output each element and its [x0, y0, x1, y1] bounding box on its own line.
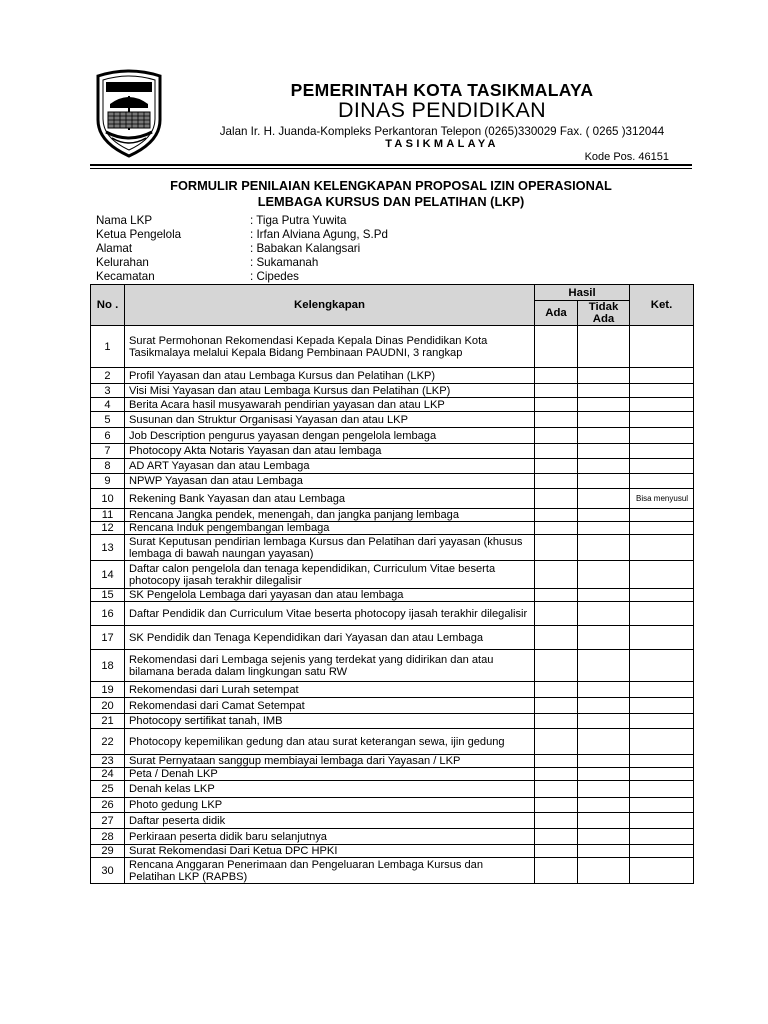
table-row	[91, 589, 694, 602]
check-cell-ada	[535, 368, 578, 384]
requirement-text: Photocopy sertifikat tanah, IMB	[125, 714, 535, 729]
form-title-line-2: LEMBAGA KURSUS DAN PELATIHAN (LKP)	[257, 194, 525, 209]
check-cell-ada	[535, 326, 578, 368]
form-title	[90, 178, 692, 210]
table-row	[91, 368, 694, 384]
info-label: Ketua Pengelola	[96, 228, 182, 241]
check-cell-ada	[535, 509, 578, 522]
check-cell-tidak-ada	[578, 755, 630, 768]
table-row	[91, 829, 694, 845]
check-cell-tidak-ada	[578, 813, 630, 829]
requirement-text: SK Pengelola Lembaga dari yayasan dan atau lembaga	[125, 589, 535, 602]
table-row	[91, 384, 694, 398]
check-cell-ada	[535, 522, 578, 535]
note-cell	[630, 714, 694, 729]
table-row	[91, 509, 694, 522]
info-value: : Babakan Kalangsari	[250, 242, 361, 255]
note-cell	[630, 813, 694, 829]
row-number: 29	[91, 845, 125, 858]
check-cell-ada	[535, 858, 578, 884]
check-cell-ada	[535, 714, 578, 729]
government-name: PEMERINTAH KOTA TASIKMALAYA	[290, 80, 594, 100]
row-number: 10	[91, 489, 125, 509]
note-cell	[630, 698, 694, 714]
requirement-text: Surat Keputusan pendirian lembaga Kursus dan Pelatihan dari yayasan (khusus lembaga di bawah naungan yayasan)	[125, 535, 535, 561]
note-cell	[630, 589, 694, 602]
note-cell	[630, 398, 694, 412]
note-cell	[630, 459, 694, 474]
note-cell	[630, 561, 694, 589]
info-value: : Irfan Alviana Agung, S.Pd	[250, 228, 388, 241]
requirement-text: Surat Permohonan Rekomendasi Kepada Kepala Dinas Pendidikan Kota Tasikmalaya melalui Kepala Bidang Pembinaan PAUDNI, 3 rangkap	[125, 326, 535, 368]
row-number: 3	[91, 384, 125, 398]
table-row	[91, 459, 694, 474]
check-cell-ada	[535, 474, 578, 489]
table-row	[91, 858, 694, 884]
note-cell	[630, 781, 694, 798]
city-coat-of-arms-logo	[92, 68, 166, 158]
check-cell-ada	[535, 781, 578, 798]
table-row	[91, 813, 694, 829]
requirement-text: Rencana Anggaran Penerimaan dan Pengeluaran Lembaga Kursus dan Pelatihan LKP (RAPBS)	[125, 858, 535, 884]
check-cell-ada	[535, 561, 578, 589]
check-cell-tidak-ada	[578, 781, 630, 798]
check-cell-ada	[535, 444, 578, 459]
office-address: Jalan Ir. H. Juanda-Kompleks Perkantoran Telepon (0265)330029 Fax. ( 0265 )312044	[219, 125, 665, 138]
checklist-rows	[91, 326, 694, 884]
check-cell-tidak-ada	[578, 489, 630, 509]
requirement-text: Berita Acara hasil musyawarah pendirian yayasan dan atau LKP	[125, 398, 535, 412]
note-cell	[630, 682, 694, 698]
check-cell-tidak-ada	[578, 798, 630, 813]
check-cell-tidak-ada	[578, 398, 630, 412]
requirement-text: Profil Yayasan dan atau Lembaga Kursus dan Pelatihan (LKP)	[125, 368, 535, 384]
requirement-text: Peta / Denah LKP	[125, 768, 535, 781]
table-row	[91, 561, 694, 589]
table-row	[91, 326, 694, 368]
column-header-ada: Ada	[535, 301, 578, 326]
row-number: 6	[91, 428, 125, 444]
check-cell-ada	[535, 489, 578, 509]
note-cell	[630, 509, 694, 522]
info-row-kelurahan	[96, 256, 388, 270]
table-row	[91, 768, 694, 781]
check-cell-ada	[535, 412, 578, 428]
row-number: 22	[91, 729, 125, 755]
requirement-text: Rekomendasi dari Lurah setempat	[125, 682, 535, 698]
column-header-no: No .	[91, 285, 125, 326]
check-cell-ada	[535, 650, 578, 682]
check-cell-tidak-ada	[578, 459, 630, 474]
postal-code: Kode Pos. 46151	[584, 151, 669, 163]
row-number: 25	[91, 781, 125, 798]
check-cell-ada	[535, 428, 578, 444]
note-cell	[630, 489, 694, 509]
info-label: Alamat	[96, 242, 133, 255]
header-divider-thick	[90, 164, 692, 166]
note-cell	[630, 428, 694, 444]
info-row-alamat	[96, 242, 388, 256]
check-cell-tidak-ada	[578, 682, 630, 698]
check-cell-tidak-ada	[578, 650, 630, 682]
check-cell-tidak-ada	[578, 845, 630, 858]
check-cell-tidak-ada	[578, 522, 630, 535]
row-number: 1	[91, 326, 125, 368]
note-cell	[630, 845, 694, 858]
check-cell-ada	[535, 729, 578, 755]
note-cell	[630, 829, 694, 845]
check-cell-tidak-ada	[578, 326, 630, 368]
check-cell-tidak-ada	[578, 535, 630, 561]
requirement-text: Surat Rekomendasi Dari Ketua DPC HPKI	[125, 845, 535, 858]
note-cell	[630, 368, 694, 384]
table-row	[91, 522, 694, 535]
column-header-tidak-ada: Tidak Ada	[578, 301, 630, 326]
note-cell	[630, 626, 694, 650]
info-row-nama	[96, 214, 388, 228]
department-name: DINAS PENDIDIKAN	[338, 98, 546, 122]
table-row	[91, 626, 694, 650]
row-number: 2	[91, 368, 125, 384]
check-cell-ada	[535, 698, 578, 714]
note-cell	[630, 535, 694, 561]
city-name: TASIKMALAYA	[385, 138, 499, 150]
info-row-ketua	[96, 228, 388, 242]
column-header-hasil: Hasil	[535, 285, 630, 301]
requirement-text: Daftar calon pengelola dan tenaga kependidikan, Curriculum Vitae beserta photocopy ijasah terakhir dilegalisir	[125, 561, 535, 589]
requirement-text: Rekening Bank Yayasan dan atau Lembaga	[125, 489, 535, 509]
requirement-text: Daftar peserta didik	[125, 813, 535, 829]
requirement-text: SK Pendidik dan Tenaga Kependidikan dari Yayasan dan atau Lembaga	[125, 626, 535, 650]
table-row	[91, 489, 694, 509]
requirement-text: Rencana Jangka pendek, menengah, dan jangka panjang lembaga	[125, 509, 535, 522]
check-cell-tidak-ada	[578, 626, 630, 650]
info-label: Nama LKP	[96, 214, 153, 227]
row-number: 24	[91, 768, 125, 781]
row-number: 15	[91, 589, 125, 602]
note-cell	[630, 326, 694, 368]
check-cell-tidak-ada	[578, 561, 630, 589]
note-cell	[630, 412, 694, 428]
requirement-text: Rekomendasi dari Lembaga sejenis yang terdekat yang didirikan dan atau bilamana berada dalam lingkungan satu RW	[125, 650, 535, 682]
check-cell-ada	[535, 768, 578, 781]
requirement-text: Job Description pengurus yayasan dengan pengelola lembaga	[125, 428, 535, 444]
note-cell	[630, 650, 694, 682]
check-cell-tidak-ada	[578, 368, 630, 384]
check-cell-ada	[535, 682, 578, 698]
check-cell-tidak-ada	[578, 589, 630, 602]
info-label: Kecamatan	[96, 270, 155, 283]
note-cell	[630, 798, 694, 813]
check-cell-tidak-ada	[578, 698, 630, 714]
info-value: : Tiga Putra Yuwita	[250, 214, 347, 227]
info-label: Kelurahan	[96, 256, 149, 269]
row-number: 21	[91, 714, 125, 729]
requirement-text: Photocopy kepemilikan gedung dan atau surat keterangan sewa, ijin gedung	[125, 729, 535, 755]
column-header-kelengkapan: Kelengkapan	[125, 285, 535, 326]
row-number: 27	[91, 813, 125, 829]
requirement-text: Photocopy Akta Notaris Yayasan dan atau lembaga	[125, 444, 535, 459]
table-row	[91, 474, 694, 489]
table-row	[91, 798, 694, 813]
row-number: 14	[91, 561, 125, 589]
header-divider-thin	[90, 168, 692, 169]
checklist-table	[90, 284, 694, 884]
note-cell	[630, 755, 694, 768]
check-cell-tidak-ada	[578, 412, 630, 428]
row-number: 23	[91, 755, 125, 768]
check-cell-ada	[535, 845, 578, 858]
table-row	[91, 398, 694, 412]
check-cell-ada	[535, 755, 578, 768]
row-number: 8	[91, 459, 125, 474]
row-number: 12	[91, 522, 125, 535]
requirement-text: AD ART Yayasan dan atau Lembaga	[125, 459, 535, 474]
info-row-kecamatan	[96, 270, 388, 284]
check-cell-tidak-ada	[578, 858, 630, 884]
note-cell	[630, 384, 694, 398]
requirement-text: Rencana Induk pengembangan lembaga	[125, 522, 535, 535]
requirement-text: Perkiraan peserta didik baru selanjutnya	[125, 829, 535, 845]
row-number: 17	[91, 626, 125, 650]
requirement-text: NPWP Yayasan dan atau Lembaga	[125, 474, 535, 489]
table-row	[91, 729, 694, 755]
row-number: 11	[91, 509, 125, 522]
table-row	[91, 428, 694, 444]
row-number: 9	[91, 474, 125, 489]
check-cell-tidak-ada	[578, 444, 630, 459]
check-cell-tidak-ada	[578, 829, 630, 845]
note-cell	[630, 444, 694, 459]
form-title-line-1: FORMULIR PENILAIAN KELENGKAPAN PROPOSAL IZIN OPERASIONAL	[170, 178, 612, 193]
note-cell	[630, 858, 694, 884]
check-cell-ada	[535, 813, 578, 829]
check-cell-ada	[535, 589, 578, 602]
row-number: 16	[91, 602, 125, 626]
table-row	[91, 444, 694, 459]
check-cell-tidak-ada	[578, 428, 630, 444]
check-cell-tidak-ada	[578, 474, 630, 489]
check-cell-ada	[535, 798, 578, 813]
check-cell-ada	[535, 535, 578, 561]
requirement-text: Susunan dan Struktur Organisasi Yayasan dan atau LKP	[125, 412, 535, 428]
requirement-text: Denah kelas LKP	[125, 781, 535, 798]
requirement-text: Visi Misi Yayasan dan atau Lembaga Kursus dan Pelatihan (LKP)	[125, 384, 535, 398]
note-text: Bisa menyusul	[636, 493, 689, 503]
table-row	[91, 845, 694, 858]
row-number: 18	[91, 650, 125, 682]
requirement-text: Daftar Pendidik dan Curriculum Vitae beserta photocopy ijasah terakhir dilegalisir	[125, 602, 535, 626]
requirement-text: Photo gedung LKP	[125, 798, 535, 813]
requirement-text: Surat Pernyataan sanggup membiayai lembaga dari Yayasan / LKP	[125, 755, 535, 768]
check-cell-ada	[535, 602, 578, 626]
check-cell-tidak-ada	[578, 602, 630, 626]
note-cell	[630, 729, 694, 755]
check-cell-ada	[535, 626, 578, 650]
info-value: : Cipedes	[250, 270, 299, 283]
table-row	[91, 535, 694, 561]
note-cell	[630, 522, 694, 535]
table-row	[91, 602, 694, 626]
note-cell	[630, 474, 694, 489]
check-cell-tidak-ada	[578, 729, 630, 755]
check-cell-tidak-ada	[578, 509, 630, 522]
row-number: 13	[91, 535, 125, 561]
check-cell-ada	[535, 829, 578, 845]
row-number: 5	[91, 412, 125, 428]
row-number: 28	[91, 829, 125, 845]
row-number: 4	[91, 398, 125, 412]
table-row	[91, 698, 694, 714]
table-row	[91, 412, 694, 428]
note-cell	[630, 602, 694, 626]
info-value: : Sukamanah	[250, 256, 319, 269]
column-header-ket: Ket.	[630, 285, 694, 326]
applicant-info	[96, 214, 388, 284]
check-cell-ada	[535, 384, 578, 398]
row-number: 26	[91, 798, 125, 813]
row-number: 30	[91, 858, 125, 884]
row-number: 19	[91, 682, 125, 698]
table-row	[91, 755, 694, 768]
check-cell-ada	[535, 398, 578, 412]
table-row	[91, 682, 694, 698]
table-row	[91, 781, 694, 798]
check-cell-tidak-ada	[578, 768, 630, 781]
note-cell	[630, 768, 694, 781]
row-number: 20	[91, 698, 125, 714]
check-cell-tidak-ada	[578, 714, 630, 729]
row-number: 7	[91, 444, 125, 459]
table-row	[91, 714, 694, 729]
requirement-text: Rekomendasi dari Camat Setempat	[125, 698, 535, 714]
check-cell-tidak-ada	[578, 384, 630, 398]
table-row	[91, 650, 694, 682]
check-cell-ada	[535, 459, 578, 474]
